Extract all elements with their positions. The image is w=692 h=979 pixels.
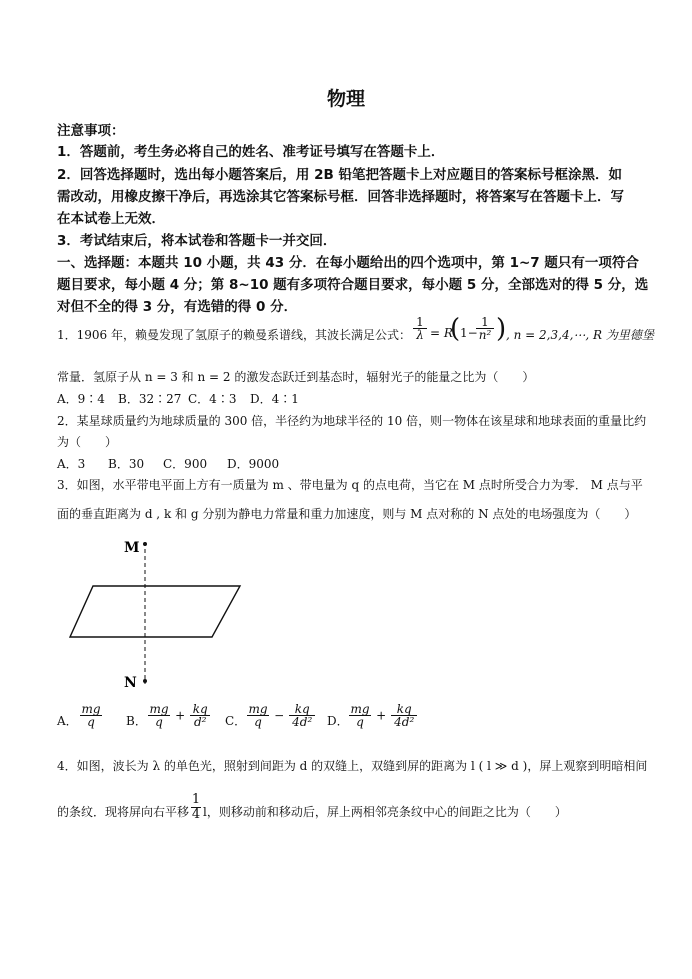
section-header-line-2: 题目要求，每小题 4 分；第 8~10 题有多项符合题目要求，每小题 5 分，全部选对的得 5 分，选 (57, 277, 649, 293)
notice-item-3: 3．考试结束后，将本试卷和答题卡一并交回． (57, 233, 337, 249)
q3-c-den2: 4d² (292, 715, 313, 729)
q3-b-den2: d² (194, 715, 207, 729)
q2-option-d: D．9000 (227, 457, 280, 471)
q3-option-c-label: C． (225, 714, 247, 728)
q1-lhs-num: 1 (416, 315, 424, 329)
notice-item-2-line-2: 需改动，用橡皮擦干净后，再选涂其它答案标号框．回答非选择题时，将答案写在答题卡上．写 (57, 189, 624, 205)
q3-b-den1: q (155, 715, 163, 729)
q2-option-c: C．900 (163, 457, 208, 471)
q3-c-num2: kq (294, 702, 310, 716)
q3-option-a-label: A． (57, 714, 78, 728)
q3-figure (60, 530, 260, 695)
notice-item-2-line-1: 2．回答选择题时，选出每小题答案后，用 2B 铅笔把答题卡上对应题目的答案标号框涂黑．如 (57, 167, 622, 183)
q4-frac-den: 4 (191, 807, 201, 822)
q3-d-den2: 4d² (394, 715, 415, 729)
q2-option-b: B．30 (108, 457, 145, 471)
q1-formula-mid: = R (430, 326, 453, 340)
q2-line-1: 2．某星球质量约为地球质量的 300 倍，半径约为地球半径的 10 倍，则一物体在该星球和地球表面的重量比约 (57, 414, 647, 428)
q4-line-2-a: 的条纹．现将屏向右平移 (57, 805, 190, 819)
q3-option-c-frac (247, 703, 315, 728)
q1-formula-rest: , n = 2,3,4,⋯, R 为里德堡 (506, 328, 654, 342)
q1-paren-den: n² (478, 328, 492, 342)
q1-paren-fraction (476, 316, 494, 341)
point-m-dot (143, 542, 147, 546)
q1-option-c: C．4∶3 (188, 392, 237, 406)
q3-a-den: q (87, 715, 95, 729)
q3-d-op: + (376, 708, 387, 723)
q2-line-2: 为（ ） (57, 435, 118, 449)
q1-text-a: 1．1906 年，赖曼发现了氢原子的赖曼系谱线，其波长满足公式： (57, 328, 411, 342)
q3-line-1: 3．如图，水平带电平面上方有一质量为 m 、带电量为 q 的点电荷，当它在 M 点时所受合力为零． M 点与平 (57, 478, 643, 492)
q1-text-b: 常量．氢原子从 n = 3 和 n = 2 的激发态跃迁到基态时，辐射光子的能量之比为（ ） (57, 370, 535, 384)
q1-option-d: D．4∶1 (250, 392, 299, 406)
notice-item-2-line-3: 在本试卷上无效． (57, 211, 165, 227)
notice-heading: 注意事项： (57, 123, 125, 139)
q1-option-a: A．9∶4 (57, 392, 105, 406)
q4-line-1: 4．如图，波长为 λ 的单色光，照射到间距为 d 的双缝上，双缝到屏的距离为 l ( l ≫ d )，屏上观察到明暗相间 (57, 759, 648, 773)
notice-item-1: 1．答题前，考生务必将自己的姓名、准考证号填写在答题卡上． (57, 144, 445, 160)
q3-a-num: mg (81, 702, 101, 716)
q3-d-num2: kq (396, 702, 412, 716)
q3-option-d-label: D． (327, 714, 349, 728)
q1-right-paren: ) (496, 314, 507, 344)
q3-c-op: − (274, 708, 285, 723)
charged-plane (70, 586, 240, 637)
q3-option-b-frac (148, 703, 210, 728)
page-title: 物理 (326, 88, 365, 110)
q2-option-a: A．3 (57, 457, 86, 471)
q3-c-num1: mg (248, 702, 268, 716)
q1-lhs-den: λ (416, 328, 424, 342)
label-n: N (124, 675, 137, 691)
q1-option-b: B．32∶27 (118, 392, 182, 406)
q3-d-den1: q (356, 715, 364, 729)
q4-line-2-b: l，则移动前和移动后，屏上两相邻亮条纹中心的间距之比为（ ） (203, 805, 567, 819)
q3-d-num1: mg (350, 702, 370, 716)
q3-option-a-frac (80, 703, 102, 728)
q1-left-paren: ( (450, 314, 461, 344)
q3-option-b-label: B． (126, 714, 147, 728)
q4-fraction (191, 793, 201, 822)
q3-option-d-frac (349, 703, 417, 728)
section-header-line-1: 一、选择题：本题共 10 小题，共 43 分．在每小题给出的四个选项中，第 1~7 题只有一项符合 (57, 255, 639, 271)
point-n-dot (143, 679, 147, 683)
q1-paren-one-minus: 1− (460, 326, 478, 340)
section-header-line-3: 对但不全的得 3 分，有选错的得 0 分． (57, 299, 298, 315)
label-m: M (124, 540, 140, 556)
q3-line-2: 面的垂直距离为 d , k 和 g 分别为静电力常量和重力加速度，则与 M 点对称的 N 点处的电场强度为（ ） (57, 507, 637, 521)
q3-b-num1: mg (149, 702, 169, 716)
q3-c-den1: q (254, 715, 262, 729)
q3-b-num2: kq (192, 702, 208, 716)
q4-frac-num: 1 (191, 792, 201, 807)
q3-b-op: + (175, 708, 186, 723)
q1-paren-num: 1 (481, 315, 489, 329)
